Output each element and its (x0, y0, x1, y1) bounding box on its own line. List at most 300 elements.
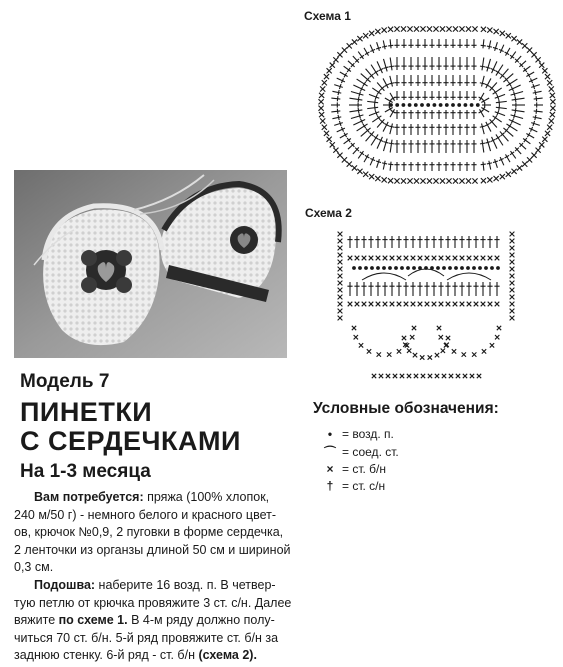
chart-cross-mark (322, 125, 327, 130)
chart-cross-mark (369, 302, 374, 307)
chart-dot-mark (445, 103, 449, 107)
legend-text: = ст. б/н (342, 461, 387, 476)
chart-cross-mark (510, 288, 515, 293)
chart-cross-mark (375, 176, 380, 181)
chart-cross-mark (418, 302, 423, 307)
chart-dagger-mark (377, 159, 380, 168)
chart-cross-mark (510, 267, 515, 272)
chart-cross-mark (318, 106, 323, 111)
chart-dagger-mark (371, 65, 378, 76)
chart-dagger-bar (524, 68, 527, 72)
chart-dagger-bar (499, 105, 500, 110)
dot-chain-icon: • (327, 426, 333, 441)
chart-cross-mark (449, 374, 453, 378)
chart-dot-mark (484, 266, 488, 270)
age-label: На 1-3 месяца (20, 461, 151, 482)
chart-cross-mark (404, 302, 409, 307)
chart-cross-mark (320, 118, 325, 123)
chart-cross-mark (481, 27, 486, 32)
chart-cross-mark (550, 112, 555, 117)
legend-title: Условные обозначения: (313, 400, 499, 417)
chart-cross-mark (453, 26, 458, 31)
chart-cross-mark (324, 74, 329, 79)
chart-cross-mark (338, 302, 343, 307)
chart-dagger-mark (369, 112, 379, 116)
chart-cross-mark (359, 343, 363, 347)
chart-cross-mark (466, 178, 471, 183)
chart-cross-mark (375, 29, 380, 34)
chart-dagger-bar (524, 138, 527, 142)
chart-cross-mark (433, 26, 438, 31)
chart-dagger-mark (367, 101, 378, 102)
chart-dagger-mark (349, 110, 362, 112)
chart-cross-mark (446, 178, 451, 183)
chart-dot-mark (460, 266, 464, 270)
chart-dot-mark (472, 266, 476, 270)
chart-cross-mark (327, 137, 332, 142)
chart-dagger-mark (483, 162, 484, 171)
needed-label: Вам потребуется: (34, 490, 144, 504)
chart-dagger-mark (482, 76, 485, 87)
chart-cross-mark (383, 256, 388, 261)
chart-dagger-mark (495, 159, 498, 168)
chart-cross-mark (362, 302, 367, 307)
chart-dagger-bar (510, 152, 514, 155)
chart-cross-mark (407, 178, 412, 183)
chart-cross-mark (510, 260, 515, 265)
chart-cross-mark (379, 374, 383, 378)
chart-dagger-mark (334, 85, 343, 88)
chart-cross-mark (319, 112, 324, 117)
instructions-text (14, 489, 290, 665)
chart-cross-mark (510, 309, 515, 314)
chart-cross-mark (420, 355, 424, 359)
title-line2: С СЕРДЕЧКАМИ (20, 426, 241, 456)
chart-dagger-mark (364, 48, 369, 56)
legend-item (322, 425, 394, 442)
chart-cross-mark (522, 43, 527, 48)
chart-cross-mark (319, 93, 324, 98)
chart-dot-mark (358, 266, 362, 270)
chart-cross-mark (401, 26, 406, 31)
chart-cross-mark (511, 36, 516, 41)
chart-dot-mark (420, 103, 424, 107)
chart-dagger-mark (364, 154, 369, 162)
chart-dot-mark (470, 103, 474, 107)
chart-cross-mark (547, 80, 552, 85)
chart-cross-mark (550, 99, 555, 104)
chart-dagger-bar (388, 45, 393, 46)
chart-cross-mark (441, 349, 445, 353)
chart-cross-mark (482, 349, 486, 353)
chart-cross-mark (333, 57, 338, 62)
needed-line: 2 ленточки из органзы длиной 50 см и шириной (14, 542, 291, 557)
sole-text: вяжите (14, 613, 59, 628)
chart-dot-mark (400, 266, 404, 270)
chart-cross-mark (410, 335, 414, 339)
chart-cross-mark (432, 302, 437, 307)
chart-cross-mark (333, 148, 338, 153)
chart-cross-mark (338, 253, 343, 258)
chart-cross-mark (338, 267, 343, 272)
chart-cross-mark (377, 352, 381, 356)
chart-cross-mark (467, 256, 472, 261)
chart-dagger-mark (331, 98, 340, 99)
sole-text: заднюю стенку. 6-й ряд - ст. б/н (14, 648, 199, 663)
chart-cross-mark (510, 239, 515, 244)
chart-dagger-bar (533, 121, 535, 126)
chart-dagger-bar (533, 84, 535, 89)
chart-dagger-mark (369, 94, 379, 98)
chart-cross-mark (425, 302, 430, 307)
chart-dagger-mark (496, 134, 503, 145)
chart-dot-mark (426, 103, 430, 107)
chart-dagger-mark (489, 161, 491, 170)
chart-cross-mark (367, 349, 371, 353)
chart-cross-mark (446, 256, 451, 261)
chart-cross-mark (446, 336, 450, 340)
chart-dagger-mark (390, 140, 392, 153)
chart-dagger-bar (339, 84, 341, 89)
chart-cross-mark (488, 256, 493, 261)
chart-dot-mark (406, 266, 410, 270)
chart-cross-mark (414, 26, 419, 31)
chart-dot-mark (439, 103, 443, 107)
sole-line: читься 70 ст. б/н. 5-й ряд провяжите ст. б/н за (14, 630, 279, 645)
chart-dagger-bar (536, 109, 537, 114)
needed-line: ов, крючок №0,9, 2 пуговки в форме сердечка, (14, 525, 284, 540)
chart-cross-mark (446, 302, 451, 307)
chart-dagger-bar (515, 97, 516, 102)
chart-cross-mark (495, 335, 499, 339)
chart-dot-mark (454, 266, 458, 270)
chart-dot-mark (466, 266, 470, 270)
chart-dagger-mark (383, 139, 387, 151)
chart-dagger-bar (338, 90, 339, 95)
chart-dagger-mark (496, 65, 503, 76)
chart-dagger-mark (351, 115, 363, 119)
chart-cross-mark (388, 27, 393, 32)
chart-cross-mark (510, 232, 515, 237)
chart-arc-mark (408, 269, 444, 276)
chart-dagger-bar (536, 96, 537, 101)
chart-dagger-mark (334, 123, 343, 126)
chart-cross-mark (352, 326, 356, 330)
chart-cross-mark (387, 352, 391, 356)
chart-cross-mark (413, 353, 417, 357)
sole-line: тую петлю от крючка провяжите 3 ст. с/н. Далее (14, 595, 292, 610)
chart-cross-mark (407, 26, 412, 31)
chart-dagger-bar (499, 100, 500, 105)
chart-dagger-bar (480, 66, 485, 67)
chart-dagger-bar (493, 161, 498, 163)
chart-cross-mark (388, 178, 393, 183)
needed-line: 240 м/50 г) - немного белого и красного цвет- (14, 507, 276, 522)
chart-cross-mark (330, 63, 335, 68)
chart-dagger-mark (506, 124, 517, 131)
chart-dagger-mark (534, 111, 543, 112)
chart-cross-mark (488, 302, 493, 307)
chart-cross-mark (338, 260, 343, 265)
chart-dagger-bar (359, 113, 360, 118)
chart-dagger-bar (388, 164, 393, 165)
chart-dagger-mark (496, 101, 507, 102)
chart-dot-mark (464, 103, 468, 107)
chart-dagger-bar (481, 164, 486, 165)
chart-dagger-mark (390, 123, 393, 134)
chart-cross-mark (338, 309, 343, 314)
chart-cross-mark (474, 302, 479, 307)
chart-cross-mark (324, 131, 329, 136)
chart-dagger-bar (358, 108, 359, 113)
chart-dagger-mark (357, 124, 368, 131)
chart-cross-mark (459, 178, 464, 183)
chart-cross-mark (386, 374, 390, 378)
chart-cross-mark (402, 336, 406, 340)
chart-cross-mark (318, 99, 323, 104)
chart-dagger-bar (347, 138, 350, 142)
chart-cross-mark (467, 302, 472, 307)
chart-cross-mark (338, 274, 343, 279)
chart-cross-mark (549, 86, 554, 91)
chart-cross-mark (320, 86, 325, 91)
chart-dagger-mark (511, 115, 523, 119)
chart-dagger-bar (494, 116, 497, 120)
chart-dagger-mark (531, 85, 540, 88)
chart-cross-mark (487, 27, 492, 32)
chart-dagger-bar (487, 46, 492, 47)
chart-dagger-bar (514, 92, 515, 97)
chart-cross-mark (539, 63, 544, 68)
chart-cross-mark (531, 52, 536, 57)
chart-cross-mark (495, 256, 500, 261)
chart-cross-mark (357, 169, 362, 174)
chart-cross-mark (510, 274, 515, 279)
chart-cross-mark (382, 177, 387, 182)
chart-cross-mark (400, 374, 404, 378)
chart-dagger-mark (489, 40, 491, 49)
chart-dagger-mark (482, 140, 484, 153)
chart-dagger-mark (506, 154, 511, 162)
chart-cross-mark (494, 29, 499, 34)
chart-cross-mark (510, 316, 515, 321)
scheme2-diagram (334, 228, 519, 383)
chart-dagger-bar (535, 90, 536, 95)
scheme2-label: Схема 2 (305, 206, 352, 220)
chart-cross-mark (456, 374, 460, 378)
chart-cross-mark (440, 26, 445, 31)
chart-dagger-bar (389, 143, 394, 144)
chart-dot-mark (370, 266, 374, 270)
chart-dagger-bar (389, 126, 394, 127)
chart-dot-mark (408, 103, 412, 107)
chart-dot-mark (490, 266, 494, 270)
chart-cross-mark (522, 162, 527, 167)
chart-cross-mark (338, 232, 343, 237)
chart-cross-mark (414, 374, 418, 378)
chart-dagger-mark (357, 79, 368, 86)
chart-dot-mark (496, 266, 500, 270)
chart-dagger-mark (332, 117, 341, 119)
chart-dagger-mark (351, 91, 363, 95)
chart-dagger-bar (481, 45, 486, 46)
chart-cross-mark (355, 302, 360, 307)
chart-cross-mark (472, 178, 477, 183)
chart-dot-mark (376, 266, 380, 270)
chart-dot-mark (394, 266, 398, 270)
chart-cross-mark (394, 178, 399, 183)
chart-cross-mark (348, 302, 353, 307)
chart-dot-mark (442, 266, 446, 270)
arc-slip-stitch-icon: ⌒ (323, 445, 336, 459)
chart-dot-mark (436, 266, 440, 270)
chart-cross-mark (352, 39, 357, 44)
chart-dagger-mark (495, 94, 505, 98)
chart-dagger-bar (337, 96, 338, 101)
chart-dagger-mark (383, 161, 385, 170)
chart-dagger-mark (496, 107, 507, 108)
chart-cross-mark (390, 256, 395, 261)
chart-cross-mark (372, 374, 376, 378)
chart-cross-mark (435, 353, 439, 357)
chart-dagger-mark (531, 123, 540, 126)
chart-cross-mark (500, 31, 505, 36)
chart-dagger-bar (480, 83, 485, 84)
chart-cross-mark (511, 169, 516, 174)
chart-cross-mark (411, 256, 416, 261)
title-line1: ПИНЕТКИ (20, 397, 153, 427)
chart-dagger-mark (511, 91, 523, 95)
chart-dagger-bar (360, 152, 364, 155)
chart-cross-mark (338, 295, 343, 300)
chart-dagger-bar (480, 126, 485, 127)
chart-cross-mark (407, 374, 411, 378)
chart-cross-mark (428, 374, 432, 378)
chart-cross-mark (412, 326, 416, 330)
chart-cross-mark (517, 165, 522, 170)
chart-dagger-mark (367, 107, 378, 108)
chart-cross-mark (428, 355, 432, 359)
chart-cross-mark (420, 178, 425, 183)
chart-dagger-mark (495, 42, 498, 51)
chart-dot-mark (476, 103, 480, 107)
cross-single-crochet-icon: × (326, 461, 334, 476)
chart-cross-mark (460, 256, 465, 261)
scheme-ref: (схема 2). (198, 648, 257, 663)
chart-cross-mark (421, 374, 425, 378)
chart-cross-mark (500, 174, 505, 179)
chart-arc-mark (362, 273, 406, 280)
chart-cross-mark (397, 302, 402, 307)
chart-cross-mark (397, 256, 402, 261)
chart-dagger-bar (375, 105, 376, 110)
chart-cross-mark (363, 172, 368, 177)
chart-dagger-mark (495, 112, 505, 116)
scheme1-label: Схема 1 (304, 9, 351, 23)
chart-cross-mark (481, 302, 486, 307)
chart-dagger-bar (493, 47, 498, 49)
chart-dagger-bar (514, 113, 515, 118)
chart-dot-mark (388, 266, 392, 270)
dagger-double-crochet-icon: † (326, 478, 334, 493)
chart-cross-mark (510, 281, 515, 286)
chart-dagger-mark (390, 39, 391, 48)
chart-dagger-mark (533, 117, 542, 119)
chart-dot-mark (364, 266, 368, 270)
chart-dagger-bar (494, 90, 497, 94)
chart-cross-mark (550, 106, 555, 111)
chart-cross-mark (357, 36, 362, 41)
chart-dagger-mark (371, 134, 378, 145)
chart-dagger-mark (526, 72, 534, 77)
chart-dagger-mark (349, 98, 362, 100)
chart-cross-mark (453, 302, 458, 307)
chart-cross-mark (506, 172, 511, 177)
chart-cross-mark (481, 178, 486, 183)
chart-cross-mark (545, 74, 550, 79)
chart-dot-mark (433, 103, 437, 107)
chart-dot-mark (412, 266, 416, 270)
model-label: Модель 7 (20, 371, 110, 392)
chart-dagger-mark (377, 42, 380, 51)
chart-cross-mark (460, 302, 465, 307)
sole-text: В 4-м ряду должно полу- (127, 613, 275, 628)
chart-dagger-bar (360, 55, 364, 58)
chart-dagger-bar (389, 66, 394, 67)
chart-cross-mark (517, 39, 522, 44)
chart-cross-mark (322, 80, 327, 85)
chart-cross-mark (452, 349, 456, 353)
chart-cross-mark (420, 26, 425, 31)
chart-dagger-mark (506, 79, 517, 86)
chart-dagger-bar (510, 55, 514, 58)
chart-dagger-bar (337, 109, 338, 114)
chart-dagger-mark (487, 59, 491, 71)
chart-cross-mark (440, 178, 445, 183)
chart-cross-mark (527, 157, 532, 162)
chart-cross-mark (382, 27, 387, 32)
chart-dagger-mark (512, 98, 525, 100)
chart-dagger-bar (376, 161, 381, 163)
chart-cross-mark (383, 302, 388, 307)
chart-cross-mark (369, 256, 374, 261)
chart-dagger-mark (390, 76, 393, 87)
chart-cross-mark (432, 256, 437, 261)
legend-text: = соед. ст. (342, 444, 399, 459)
chart-cross-mark (352, 165, 357, 170)
chart-cross-mark (539, 142, 544, 147)
chart-cross-mark (453, 256, 458, 261)
chart-cross-mark (494, 176, 499, 181)
chart-cross-mark (362, 256, 367, 261)
chart-dot-mark (451, 103, 455, 107)
chart-cross-mark (549, 118, 554, 123)
chart-cross-mark (463, 374, 467, 378)
chart-dot-mark (352, 266, 356, 270)
chart-dagger-bar (480, 143, 485, 144)
chart-dagger-mark (534, 98, 543, 99)
chart-dagger-mark (383, 59, 387, 71)
needed-text: пряжа (100% хлопок, (143, 490, 270, 504)
chart-cross-mark (437, 326, 441, 330)
chart-dagger-bar (485, 67, 490, 68)
chart-dagger-bar (377, 90, 380, 94)
chart-cross-mark (466, 26, 471, 31)
chart-cross-mark (394, 26, 399, 31)
chart-dagger-mark (482, 123, 485, 134)
chart-dot-mark (448, 266, 452, 270)
chart-dagger-bar (377, 116, 380, 120)
